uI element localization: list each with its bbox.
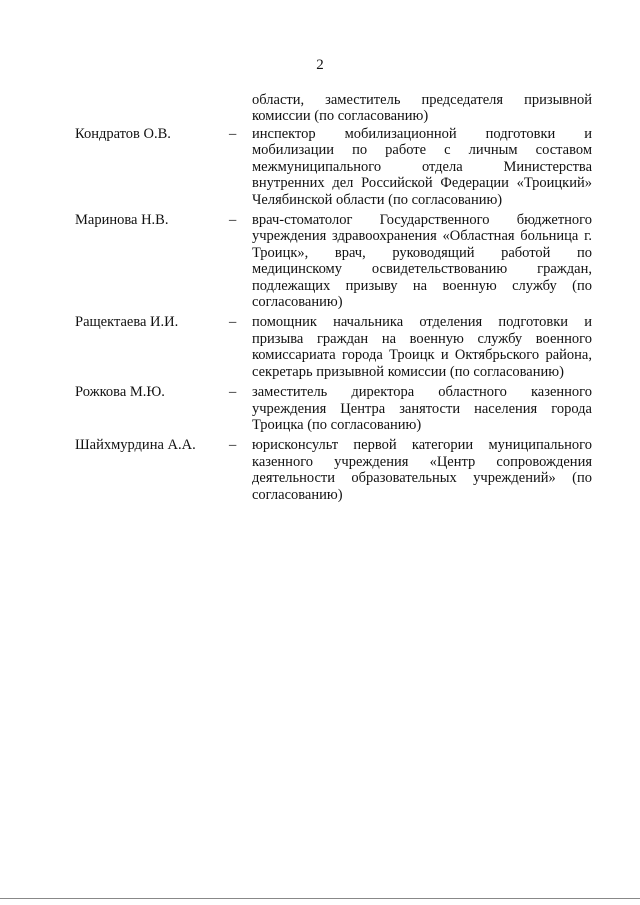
member-description: помощник начальника отделения подготовки и призыва граждан на военную службу военного комиссариата города Троицк и Октябрьского района, секретарь призывной комиссии (по согласованию) <box>252 314 592 380</box>
member-entry <box>0 212 640 310</box>
dash-separator: – <box>229 212 237 229</box>
dash-separator: – <box>229 126 237 142</box>
bottom-rule <box>0 898 640 899</box>
member-entry <box>0 314 640 380</box>
continuation-text: области, заместитель председателя призывной комиссии (по согласованию) <box>252 92 592 125</box>
member-name: Кондратов О.В. <box>75 126 171 142</box>
member-name: Шайхмурдина А.А. <box>75 437 196 454</box>
dash-separator: – <box>229 384 237 401</box>
dash-separator: – <box>229 437 237 454</box>
dash-separator: – <box>229 314 237 331</box>
member-name: Рожкова М.Ю. <box>75 384 165 401</box>
member-name: Ращектаева И.И. <box>75 314 179 331</box>
member-name: Маринова Н.В. <box>75 212 169 229</box>
member-entry <box>0 126 640 208</box>
member-description: врач-стоматолог Государственного бюджетного учреждения здравоохранения «Областная больница г. Троицк», врач, руководящий работой по медицинскому освидетельствованию граждан, подлежащих призыву на военную службу (по согласованию) <box>252 212 592 311</box>
member-description: юрисконсульт первой категории муниципального казенного учреждения «Центр сопровождения деятельности образовательных учреждений» (по согласованию) <box>252 437 592 503</box>
member-entry <box>0 384 640 433</box>
page-number: 2 <box>316 57 324 73</box>
member-description: заместитель директора областного казенного учреждения Центра занятости населения города Троицка (по согласованию) <box>252 384 592 433</box>
member-description: инспектор мобилизационной подготовки и мобилизации по работе с личным составом межмуниципального отдела Министерства внутренних дел Российской Федерации «Троицкий» Челябинской области (по согласованию) <box>252 126 592 208</box>
member-entry <box>0 437 640 503</box>
commission-members-list <box>0 126 640 507</box>
